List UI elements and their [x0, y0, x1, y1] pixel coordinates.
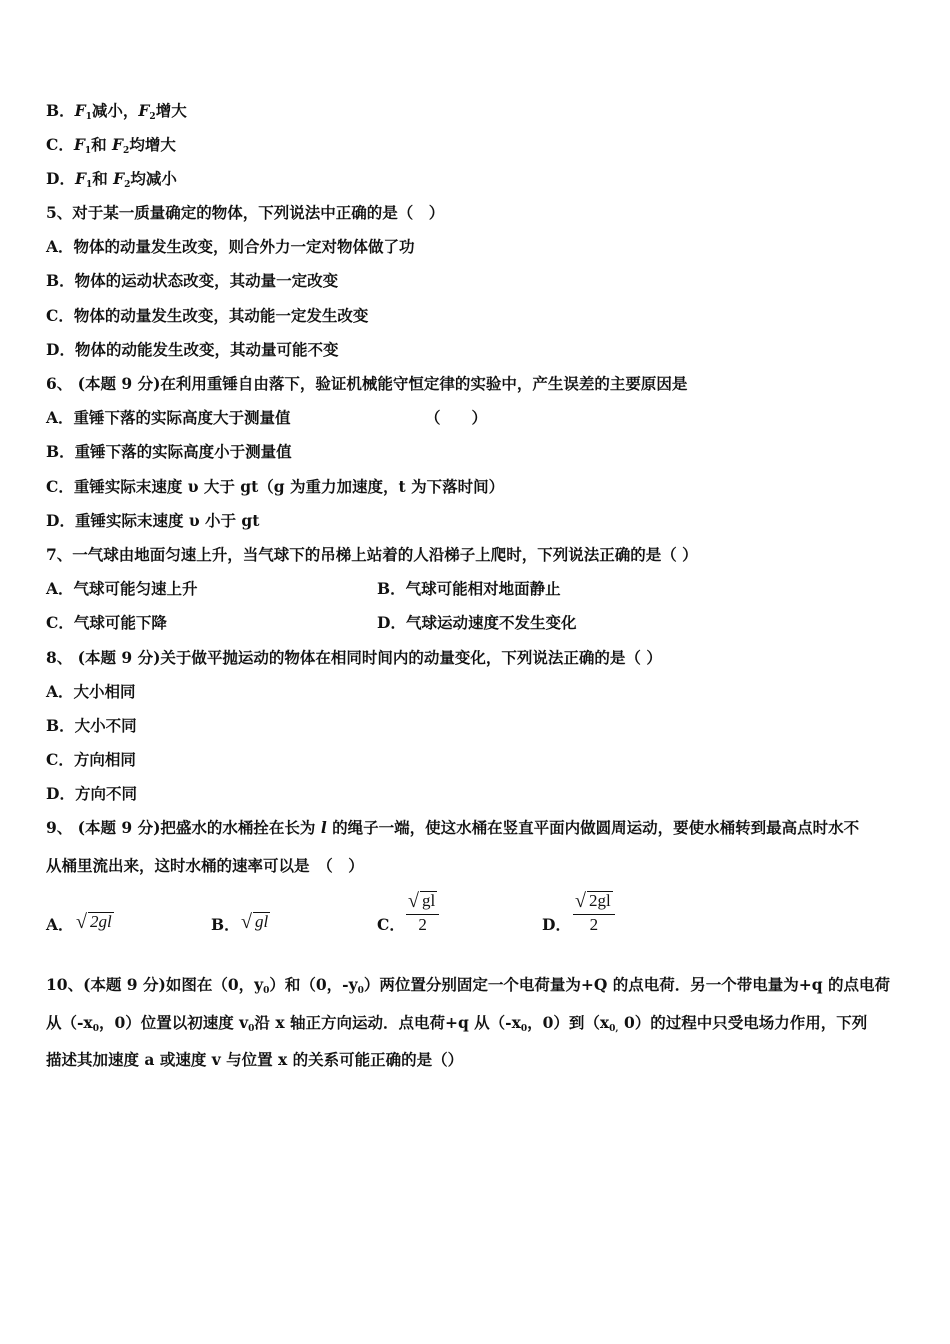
q9-option-a-letter: A．	[46, 915, 74, 934]
q4-option-b: B．$F_1$减小，$F_2$增大	[46, 101, 187, 122]
q8-option-c: C．方向相同	[46, 750, 136, 769]
q8-option-d: D．方向不同	[46, 784, 137, 803]
q9-stem-line1: 9、 (本题 9 分)把盛水的水桶拴在长为 l 的绳子一端，使这水桶在竖直平面内做圆周运动，要使水桶转到最高点时水不	[46, 818, 860, 837]
q9-option-c-letter: C．	[377, 915, 405, 934]
q8-option-a: A．大小相同	[46, 682, 136, 701]
q7-option-a: A．气球可能匀速上升	[46, 579, 198, 598]
q9-option-b-letter: B．	[211, 915, 240, 934]
q5-stem: 5、对于某一质量确定的物体，下列说法中正确的是（ ）	[46, 203, 445, 222]
q6-option-a: A．重锤下落的实际高度大于测量值	[46, 408, 291, 427]
q7-stem: 7、一气球由地面匀速上升，当气球下的吊梯上站着的人沿梯子上爬时，下列说法正确的是（ ）	[46, 545, 698, 564]
q5-option-b: B．物体的运动状态改变，其动量一定改变	[46, 271, 339, 290]
q4-option-d: D．$F_1$和 $F_2$均减小	[46, 169, 177, 190]
q6-option-b: B．重锤下落的实际高度小于测量值	[46, 442, 292, 461]
q6-stem: 6、 (本题 9 分)在利用重锤自由落下，验证机械能守恒定律的实验中，产生误差的主要原因是	[46, 374, 688, 393]
q8-stem: 8、 (本题 9 分)关于做平抛运动的物体在相同时间内的动量变化，下列说法正确的是（ ）	[46, 648, 662, 667]
q6-option-d: D．重锤实际末速度 υ 小于 gt	[46, 511, 260, 530]
q9-option-c-expr: √ gl 2	[406, 891, 439, 935]
q5-option-d: D．物体的动能发生改变，其动量可能不变	[46, 340, 339, 359]
q4-option-c: C．$F_1$和 $F_2$均增大	[46, 135, 176, 156]
q7-option-d: D．气球运动速度不发生变化	[377, 613, 577, 632]
q7-option-b: B．气球可能相对地面静止	[377, 579, 561, 598]
q6-answer-blank: （ ）	[425, 408, 488, 427]
q10-stem-line1: 10、(本题 9 分)如图在（0，$y_0$）和（0，$-y_0$）两位置分别固定一个电荷量为+Q 的点电荷．另一个带电量为+q 的点电荷	[46, 975, 890, 996]
q9-stem-line2: 从桶里流出来，这时水桶的速率可以是 （ ）	[46, 856, 364, 875]
q10-stem-line3: 描述其加速度 a 或速度 v 与位置 x 的关系可能正确的是（）	[46, 1050, 464, 1069]
q5-option-a: A．物体的动量发生改变，则合外力一定对物体做了功	[46, 237, 415, 256]
q10-stem-line2: 从（$-x_0$，0）位置以初速度 $v_0$沿 x 轴正方向运动．点电荷+q 从（$-x_0$，0）到（$x_{0,}$ 0）的过程中只受电场力作用，下列	[46, 1013, 868, 1034]
q9-option-d-letter: D．	[542, 915, 571, 934]
q8-option-b: B．大小不同	[46, 716, 137, 735]
q7-option-c: C．气球可能下降	[46, 613, 167, 632]
q5-option-c: C．物体的动量发生改变，其动能一定发生改变	[46, 306, 369, 325]
q6-option-c: C．重锤实际末速度 υ 大于 gt（g 为重力加速度，t 为下落时间）	[46, 477, 505, 496]
q9-option-b-expr: √ gl	[241, 911, 269, 933]
q9-option-d-expr: √ 2gl 2	[573, 891, 615, 935]
q9-option-a-expr: √ 2gl	[76, 911, 112, 933]
